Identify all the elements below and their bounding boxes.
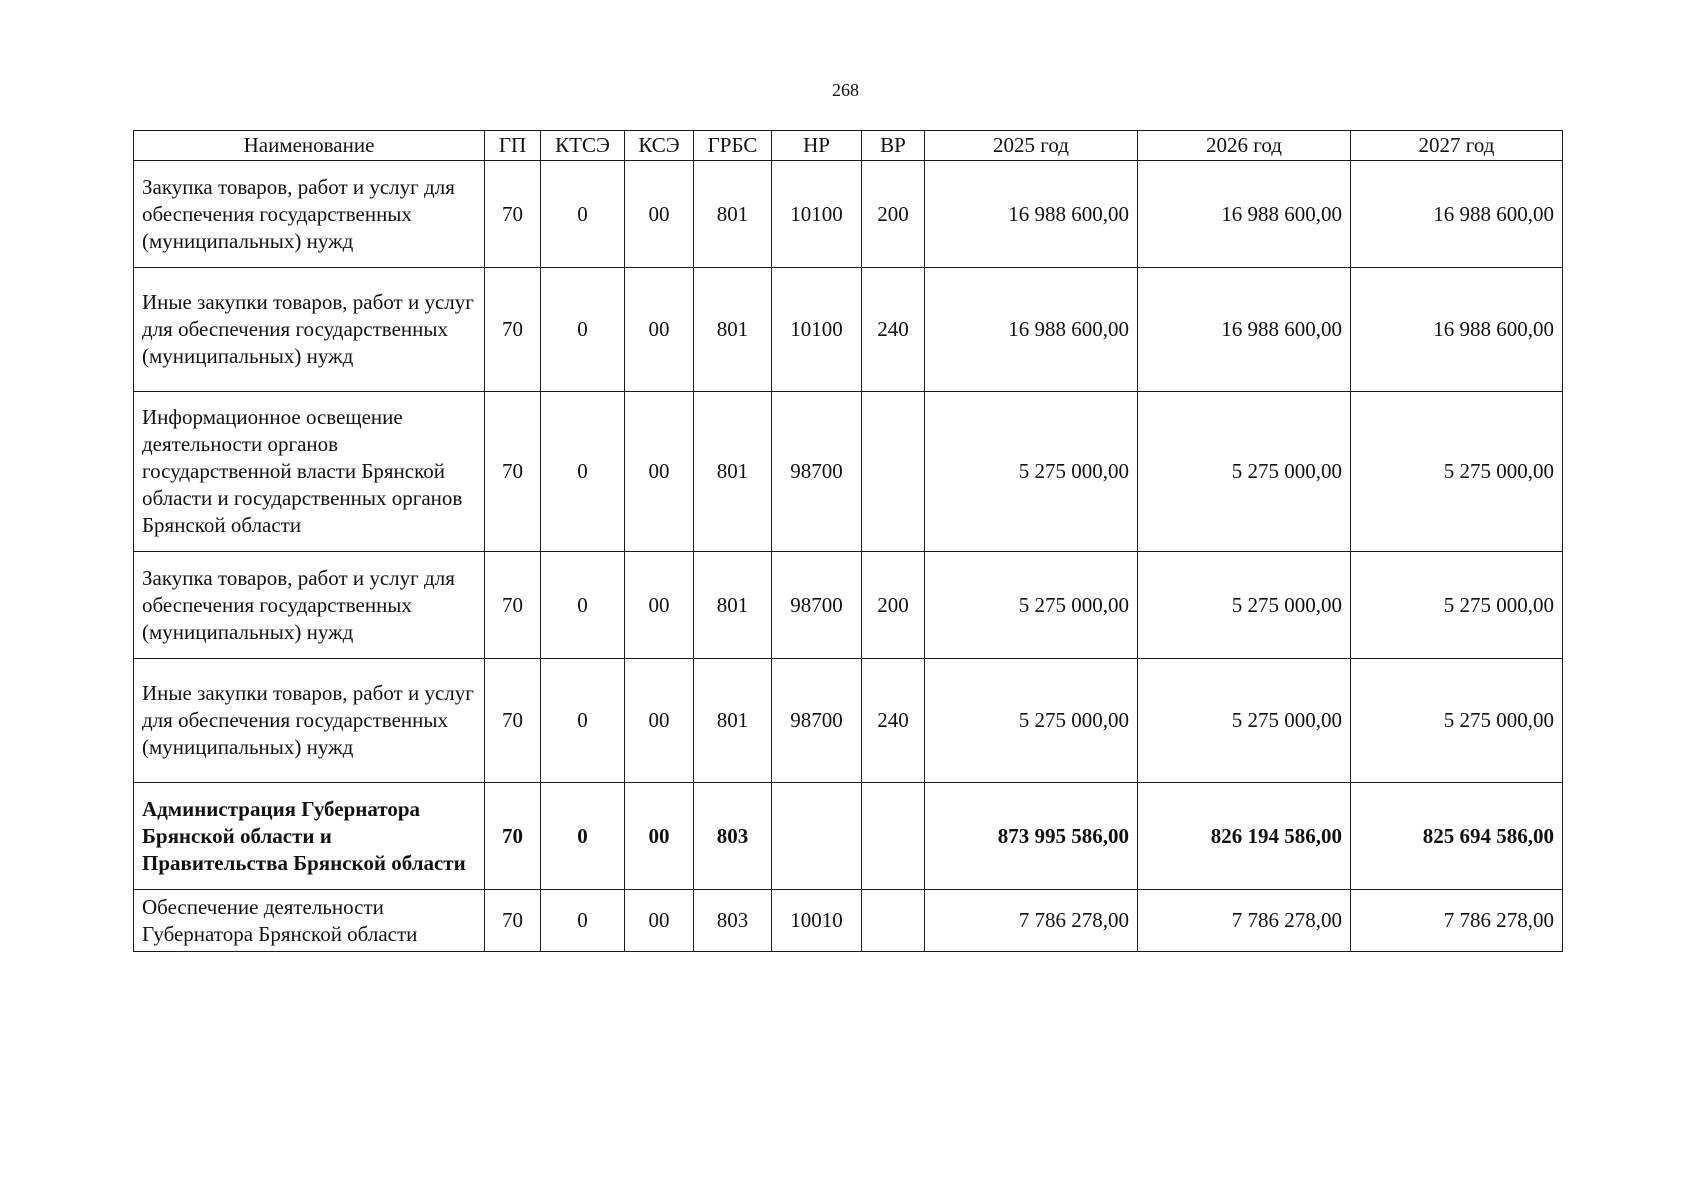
row-nr: 10100 — [772, 161, 862, 268]
row-grbs: 801 — [694, 659, 772, 783]
row-vr — [862, 392, 925, 552]
header-kse: КСЭ — [625, 131, 694, 161]
table-row — [134, 552, 1563, 659]
row-amount-2025: 5 275 000,00 — [925, 392, 1138, 552]
row-kse: 00 — [625, 392, 694, 552]
table-row — [134, 268, 1563, 392]
row-amount-2026: 5 275 000,00 — [1138, 392, 1351, 552]
budget-table — [133, 130, 1563, 952]
row-amount-2027: 7 786 278,00 — [1351, 890, 1563, 952]
row-kse: 00 — [625, 552, 694, 659]
row-nr: 10010 — [772, 890, 862, 952]
row-name: Обеспечение деятельности Губернатора Брянской области — [134, 890, 485, 952]
row-name: Информационное освещение деятельности органов государственной власти Брянской области и государственных органов Брянской области — [134, 392, 485, 552]
row-amount-2025: 873 995 586,00 — [925, 783, 1138, 890]
row-kse: 00 — [625, 161, 694, 268]
page-number: 268 — [832, 80, 859, 100]
row-amount-2026: 5 275 000,00 — [1138, 552, 1351, 659]
header-grbs: ГРБС — [694, 131, 772, 161]
row-vr: 240 — [862, 268, 925, 392]
header-2026: 2026 год — [1138, 131, 1351, 161]
row-ktse: 0 — [541, 552, 625, 659]
row-grbs: 801 — [694, 392, 772, 552]
row-gp: 70 — [485, 552, 541, 659]
row-amount-2025: 5 275 000,00 — [925, 659, 1138, 783]
row-name: Закупка товаров, работ и услуг для обеспечения государственных (муниципальных) нужд — [134, 161, 485, 268]
header-ktse: КТСЭ — [541, 131, 625, 161]
row-amount-2027: 16 988 600,00 — [1351, 268, 1563, 392]
row-nr: 98700 — [772, 659, 862, 783]
row-amount-2027: 5 275 000,00 — [1351, 659, 1563, 783]
header-name: Наименование — [134, 131, 485, 161]
row-amount-2027: 5 275 000,00 — [1351, 392, 1563, 552]
row-gp: 70 — [485, 890, 541, 952]
row-amount-2027: 825 694 586,00 — [1351, 783, 1563, 890]
row-vr: 200 — [862, 552, 925, 659]
row-kse: 00 — [625, 890, 694, 952]
row-grbs: 801 — [694, 268, 772, 392]
header-vr: ВР — [862, 131, 925, 161]
row-ktse: 0 — [541, 268, 625, 392]
row-amount-2026: 5 275 000,00 — [1138, 659, 1351, 783]
table-header-row — [134, 131, 1563, 161]
header-gp: ГП — [485, 131, 541, 161]
row-amount-2026: 826 194 586,00 — [1138, 783, 1351, 890]
row-name: Иные закупки товаров, работ и услуг для обеспечения государственных (муниципальных) нужд — [134, 659, 485, 783]
row-amount-2025: 16 988 600,00 — [925, 268, 1138, 392]
row-amount-2027: 5 275 000,00 — [1351, 552, 1563, 659]
row-ktse: 0 — [541, 890, 625, 952]
table-row — [134, 783, 1563, 890]
row-amount-2026: 16 988 600,00 — [1138, 161, 1351, 268]
row-gp: 70 — [485, 392, 541, 552]
table-row — [134, 392, 1563, 552]
row-amount-2025: 16 988 600,00 — [925, 161, 1138, 268]
row-name: Администрация Губернатора Брянской области и Правительства Брянской области — [134, 783, 485, 890]
row-amount-2027: 16 988 600,00 — [1351, 161, 1563, 268]
row-nr: 98700 — [772, 552, 862, 659]
row-gp: 70 — [485, 659, 541, 783]
row-vr — [862, 783, 925, 890]
row-nr — [772, 783, 862, 890]
row-kse: 00 — [625, 659, 694, 783]
row-kse: 00 — [625, 268, 694, 392]
table-row — [134, 890, 1563, 952]
row-amount-2025: 7 786 278,00 — [925, 890, 1138, 952]
table-row — [134, 161, 1563, 268]
row-grbs: 803 — [694, 890, 772, 952]
header-nr: НР — [772, 131, 862, 161]
row-amount-2026: 16 988 600,00 — [1138, 268, 1351, 392]
row-vr: 240 — [862, 659, 925, 783]
header-2025: 2025 год — [925, 131, 1138, 161]
row-kse: 00 — [625, 783, 694, 890]
row-grbs: 801 — [694, 552, 772, 659]
row-grbs: 801 — [694, 161, 772, 268]
row-gp: 70 — [485, 268, 541, 392]
row-nr: 98700 — [772, 392, 862, 552]
row-grbs: 803 — [694, 783, 772, 890]
row-gp: 70 — [485, 783, 541, 890]
row-ktse: 0 — [541, 161, 625, 268]
row-gp: 70 — [485, 161, 541, 268]
row-ktse: 0 — [541, 392, 625, 552]
row-nr: 10100 — [772, 268, 862, 392]
table-row — [134, 659, 1563, 783]
row-amount-2025: 5 275 000,00 — [925, 552, 1138, 659]
row-name: Закупка товаров, работ и услуг для обеспечения государственных (муниципальных) нужд — [134, 552, 485, 659]
row-vr — [862, 890, 925, 952]
row-ktse: 0 — [541, 659, 625, 783]
header-2027: 2027 год — [1351, 131, 1563, 161]
row-ktse: 0 — [541, 783, 625, 890]
row-vr: 200 — [862, 161, 925, 268]
row-name: Иные закупки товаров, работ и услуг для обеспечения государственных (муниципальных) нужд — [134, 268, 485, 392]
row-amount-2026: 7 786 278,00 — [1138, 890, 1351, 952]
